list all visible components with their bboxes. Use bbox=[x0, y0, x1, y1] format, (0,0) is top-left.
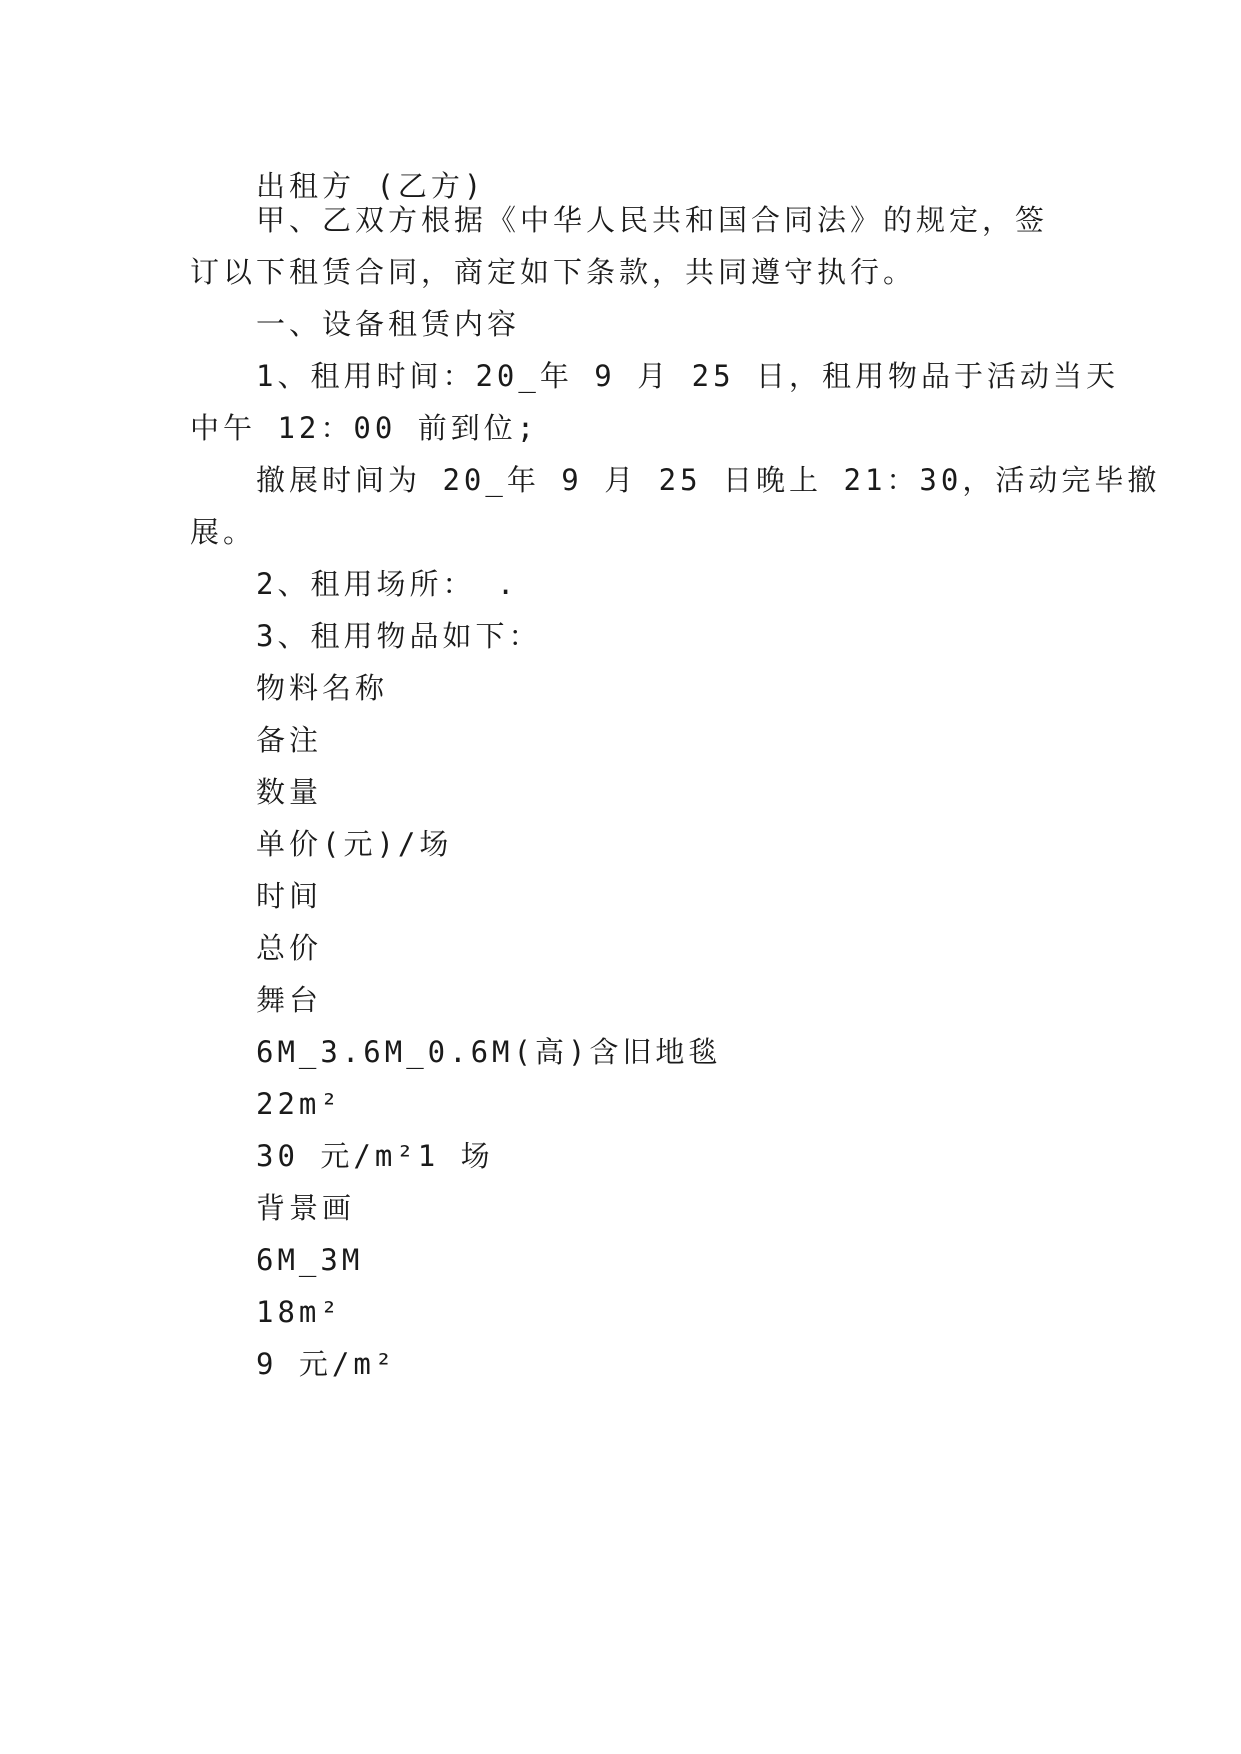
clause-rental-venue: 2、租用场所： . bbox=[256, 567, 519, 601]
paragraph-intro-line-2: 订以下租赁合同，商定如下条款，共同遵守执行。 bbox=[190, 255, 917, 289]
item-header-time: 时间 bbox=[256, 879, 323, 913]
item-header-remark: 备注 bbox=[256, 723, 323, 757]
clause-rental-items: 3、租用物品如下： bbox=[256, 619, 542, 653]
item-header-name: 物料名称 bbox=[256, 671, 389, 705]
item-backdrop-price: 9 元/m² bbox=[256, 1347, 397, 1381]
item-stage-name: 舞台 bbox=[256, 983, 323, 1017]
item-backdrop-remark: 6M_3M bbox=[256, 1243, 364, 1277]
item-backdrop-name: 背景画 bbox=[256, 1191, 356, 1225]
clause-teardown-line-1: 撤展时间为 20_年 9 月 25 日晚上 21：30，活动完毕撤 bbox=[256, 463, 1161, 497]
item-header-unit-price: 单价(元)/场 bbox=[256, 827, 453, 861]
party-b-label: 出租方 (乙方) bbox=[256, 169, 486, 203]
item-header-total: 总价 bbox=[256, 931, 323, 965]
item-stage-quantity: 22m² bbox=[256, 1087, 342, 1121]
item-backdrop-quantity: 18m² bbox=[256, 1295, 342, 1329]
item-stage-remark: 6M_3.6M_0.6M(高)含旧地毯 bbox=[256, 1035, 722, 1069]
item-stage-price: 30 元/m²1 场 bbox=[256, 1139, 494, 1173]
clause-teardown-line-2: 展。 bbox=[190, 515, 257, 549]
section-heading-equipment-rental: 一、设备租赁内容 bbox=[256, 307, 521, 341]
clause-rental-time-line-1: 1、租用时间：20_年 9 月 25 日，租用物品于活动当天 bbox=[256, 359, 1120, 393]
clause-rental-time-line-2: 中午 12：00 前到位; bbox=[190, 411, 539, 445]
item-header-quantity: 数量 bbox=[256, 775, 323, 809]
paragraph-intro-line-1: 甲、乙双方根据《中华人民共和国合同法》的规定，签 bbox=[256, 203, 1049, 237]
